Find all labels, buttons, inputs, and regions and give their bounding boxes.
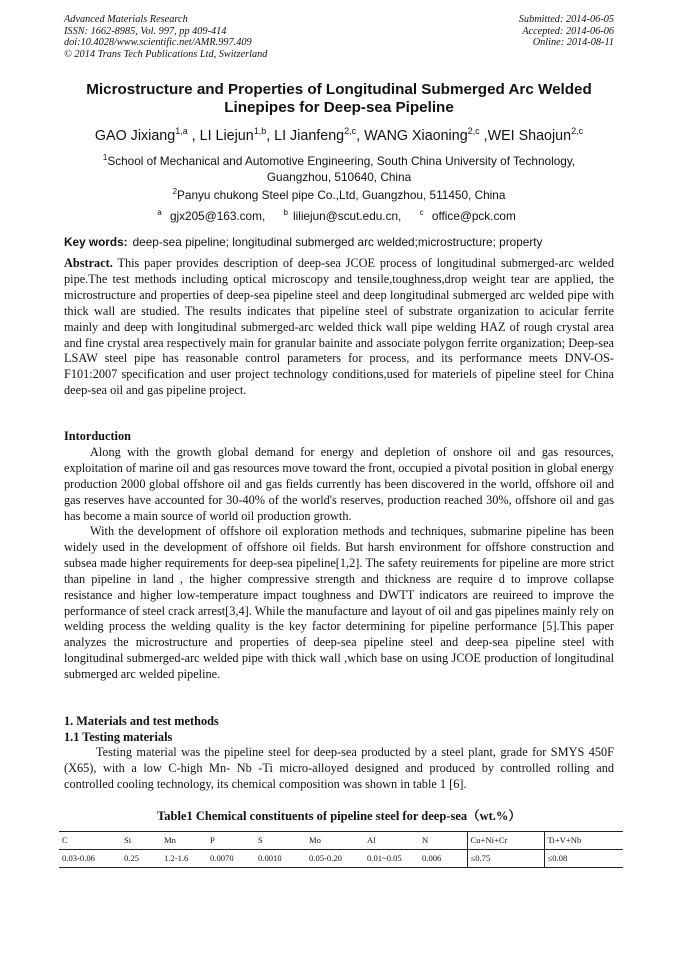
table-cell: 1.2-1.6 xyxy=(161,850,207,868)
table-header-cell: Mo xyxy=(306,832,364,850)
accepted-date: Accepted: 2014-06-06 xyxy=(522,25,614,37)
keywords-label: Key words: xyxy=(64,235,128,249)
table-header-cell: Al xyxy=(364,832,419,850)
author-separator: , xyxy=(356,128,365,144)
online-date: Online: 2014-08-11 xyxy=(532,37,614,49)
keywords xyxy=(64,235,614,250)
section-heading: 1. Materials and test methods xyxy=(64,714,219,728)
publication-dates xyxy=(519,14,614,49)
table-header-cell: Ti+V+Nb xyxy=(544,832,623,850)
testing-materials-paragraph: Testing material was the pipeline steel for deep-sea producted by a steel plant, grade for SMYS 450F (X65), with a low C-high Mn- Nb -Ti micro-alloyed designed and produced by controlled rolling and controlled cooling technology, its chemical composition was shown in table 1 [6]. xyxy=(64,745,614,791)
table-cell: 0.0010 xyxy=(255,850,306,868)
email-c[interactable]: $^c$ office@pck.com xyxy=(419,208,516,223)
table-row xyxy=(59,850,623,868)
doi-line[interactable]: doi:10.4028/www.scientific.net/AMR.997.409 xyxy=(64,37,252,49)
table-caption: Table1 Chemical constituents of pipeline steel for deep-sea（wt.%） xyxy=(157,809,521,823)
issn-line: ISSN: 1662-8985, Vol. 997, pp 409-414 xyxy=(64,25,227,37)
introduction-heading: Intorduction xyxy=(64,429,131,443)
journal-name: Advanced Materials Research xyxy=(64,14,188,25)
abstract-text: This paper provides description of deep-sea JCOE process of longitudinal submerged-arc welded pipe.The test methods including optical microscopy and tensile,toughness,drop weight tear are applied, the microstructure and properties of deep-sea pipeline steel and deep longitudinal submerged arc welded pipe with thick wall are studied. The results indicates that pipeline steel of substrate organization to acicular ferrite mainly and deep with longitudinal submerged-arc welded thick wall pipe welding HAZ of rough crystal area and fine crystal area respectively main for granular bainite and associate polygon ferrite organization; Deep-sea LSAW steel pipe has reasonable control parameters for process, and its performance meets DNV-OS-F101:2007 specification and user project technology conditions,used for materiels of pipeline steel for China deep-sea oil and gas pipeline project. xyxy=(64,256,614,398)
abstract xyxy=(64,256,614,399)
author-affiliation-mark: 1,a xyxy=(175,126,188,136)
author-affiliation-mark: 1,b xyxy=(253,126,267,136)
author-separator: , xyxy=(479,128,488,144)
email-a[interactable]: $^a$ gjx205@163.com, xyxy=(157,208,266,223)
table-header-cell: C xyxy=(59,832,121,850)
table-cell: ≤0.08 xyxy=(544,850,623,868)
paper-title: Microstructure and Properties of Longitudinal Submerged Arc Welded Linepipes for Deep-sea Pipeline xyxy=(86,81,592,116)
author-affiliation-mark: 2,c xyxy=(571,126,584,136)
journal-info xyxy=(64,14,267,60)
author-name: WEI Shaojun xyxy=(487,128,572,144)
table-header-cell: Mn xyxy=(161,832,207,850)
affiliation-2: $^2$Panyu chukong Steel pipe Co.,Ltd, Guangzhou, 511450, China xyxy=(172,187,506,202)
table-cell: 0.0070 xyxy=(207,850,255,868)
introduction-paragraph-1: Along with the growth global demand for energy and depletion of onshore oil and gas resources, exploitation of marine oil and gas resources move toward the front, occupied a pivotal position in global energy production 2000 global offshore oil and gas fields currently has been discovered in the world, offshore oil and gas reserves have accounted for 30-40% of the world's reserves, production reached 30%, offshore oil and gas has become a main source of world oil production growth. xyxy=(64,445,614,523)
author-list xyxy=(60,122,618,145)
submitted-date: Submitted: 2014-06-05 xyxy=(518,14,614,25)
table-cell: 0.25 xyxy=(121,850,161,868)
introduction-paragraph-2: With the development of offshore oil exploration methods and techniques, submarine pipeline has been widely used in the development of offshore oil fields. But harsh environment for offshore construction and subsea made higher requirements for deep-sea pipeline[1,2]. The safety reuirements for pipeline are more strict than pipeline in land , the higher compressive strength and thickness are require d to improve collapse resistance and higher low-temperature impact toughness and DWTT indicators are reuireed to improve the performance of steel crack arrest[3,4]. While the manufacture and layout of oil and gas pipelines mainly rely on welding process the welding quality is the key factor determining for pipeline performance [5].This paper analyzes the microstructure and properties of deep-sea pipeline steel and deep-sea pipeline steel with longitudinal submerged-arc welded pipe with thick wall ,which base on using JCOE production of longitudinal submerged arc welded pipeline. xyxy=(64,524,614,682)
table-cell: 0.03-0.06 xyxy=(59,850,121,868)
table-cell: 0.05-0.20 xyxy=(306,850,364,868)
table-cell: ≤0.75 xyxy=(467,850,544,868)
table-header-cell: Si xyxy=(121,832,161,850)
affiliation-1: $^1$School of Mechanical and Automotive Engineering, South China University of Technology, Guangzhou, 510640, China xyxy=(102,153,576,184)
table-cell: 0.01~0.05 xyxy=(364,850,419,868)
author-affiliation-mark: 2,c xyxy=(467,126,480,136)
author-name: LI Jianfeng xyxy=(274,128,345,144)
author-separator: , xyxy=(266,128,275,144)
abstract-label: Abstract. xyxy=(64,256,113,270)
author-name: WANG Xiaoning xyxy=(364,128,468,144)
author-emails xyxy=(64,205,614,225)
chemical-composition-table xyxy=(59,831,623,868)
author-separator: , xyxy=(187,128,200,144)
author-name: LI Liejun xyxy=(199,128,254,144)
copyright-line: © 2014 Trans Tech Publications Ltd, Switzerland xyxy=(64,48,268,60)
author-name: GAO Jixiang xyxy=(94,128,176,144)
table-header-cell: N xyxy=(419,832,467,850)
email-b[interactable]: $^b$ liliejun@scut.edu.cn, xyxy=(283,208,402,223)
table-header-cell: Cu+Ni+Cr xyxy=(467,832,544,850)
table-header-cell: S xyxy=(255,832,306,850)
subsection-heading: 1.1 Testing materials xyxy=(64,730,173,744)
author-affiliation-mark: 2,c xyxy=(344,126,357,136)
table-header-cell: P xyxy=(207,832,255,850)
table-cell: 0.006 xyxy=(419,850,467,868)
table-header-row xyxy=(59,832,623,850)
keywords-text: deep-sea pipeline; longitudinal submerged arc welded;microstructure; property xyxy=(132,235,543,249)
